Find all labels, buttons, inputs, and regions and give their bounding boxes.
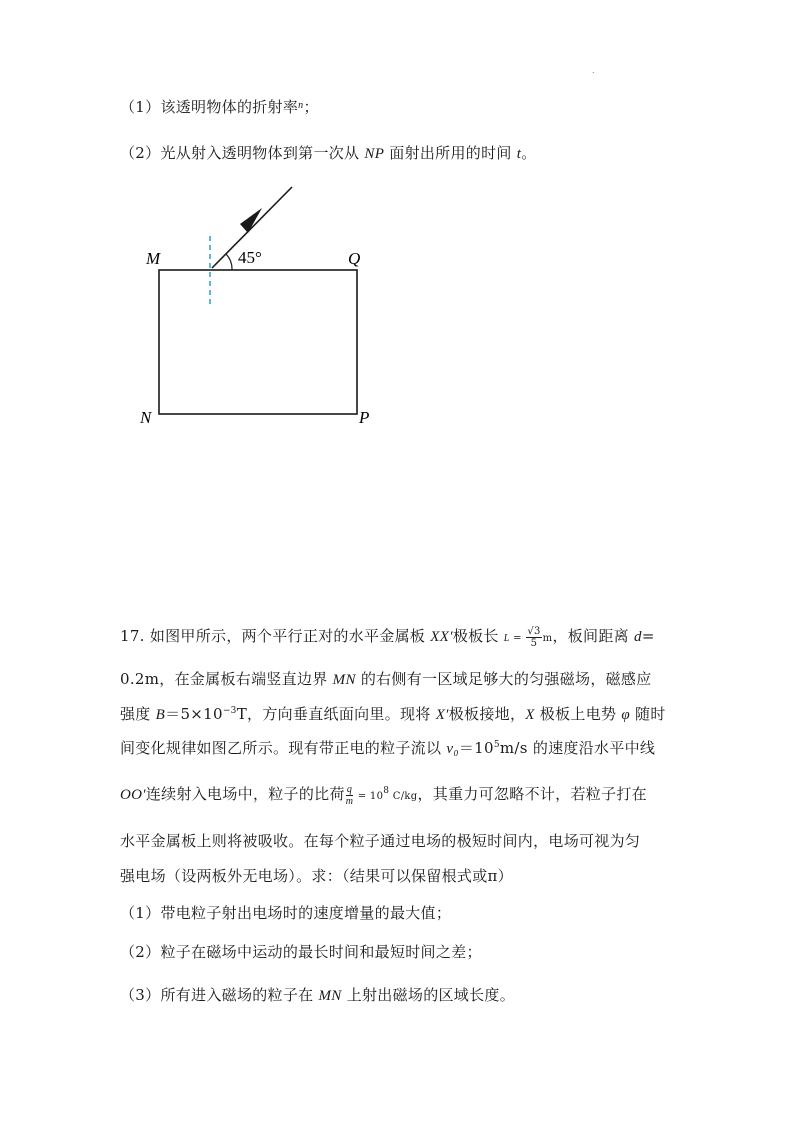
var-v0: v₀ [446, 741, 459, 757]
q17-sub2 [120, 941, 482, 962]
q17-line3 [120, 703, 666, 724]
q17-l3-d: 极板接地， [448, 705, 526, 723]
q17-intro: 17. 如图甲所示，两个平行正对的水平金属板 [120, 627, 431, 645]
var-d: d [634, 629, 642, 645]
q17-l4-a: 间变化规律如图乙所示。现有带正电的粒子流以 [120, 739, 447, 757]
eq-sign: = [509, 633, 526, 644]
q17-distance: ，板间距离 [552, 627, 635, 645]
q17-plate-length: 极板长 [452, 627, 499, 645]
var-mn: MN [332, 672, 356, 688]
angle-arc [226, 254, 232, 270]
var-oo: OO′ [120, 787, 146, 803]
q17-line5 [120, 783, 647, 807]
exp-5: 5 [493, 740, 500, 750]
exp-neg3: −3 [222, 706, 237, 716]
q16-sub2-end: 。 [521, 144, 537, 162]
length-fraction [526, 626, 541, 649]
var-n: n [298, 100, 304, 111]
q17-line2 [120, 668, 652, 689]
var-np: NP [364, 146, 385, 162]
q17-sub3-b: 上射出磁场的区域长度。 [341, 986, 515, 1004]
page-mark: . [592, 66, 595, 75]
q17-line7 [120, 865, 513, 886]
q17-l4-c: m/s 的速度沿水平中线 [499, 739, 656, 757]
q17-l7-text: 强电场（设两板外无电场）。求：（结果可以保留根式或π） [120, 867, 513, 885]
q17-l3-f: 随时 [629, 705, 666, 723]
var-q: q [346, 783, 353, 795]
q16-sub1-text: （1）该透明物体的折射率 [120, 98, 299, 116]
q17-l5-c: = 10 [354, 791, 384, 802]
corner-p-label: P [359, 408, 370, 427]
angle-label: 45° [238, 248, 262, 267]
var-l: L [503, 633, 510, 644]
q17-l3-c: T，方向垂直纸面向里。现将 [236, 705, 436, 723]
var-phi: φ [621, 707, 630, 723]
fraction-denominator: 5 [530, 637, 538, 649]
q17-sub1 [120, 902, 451, 923]
corner-m-label: M [146, 249, 161, 268]
q17-sub1-text: （1）带电粒子射出电场时的速度增量的最大值； [120, 904, 452, 922]
fraction-numerator: √3 [527, 625, 541, 637]
q17-l6-text: 水平金属板上则将被吸收。在每个粒子通过电场的极短时间内，电场可视为匀 [120, 832, 641, 850]
var-xx: XX′ [430, 629, 453, 645]
q17-sub3-a: （3）所有进入磁场的粒子在 [120, 986, 319, 1004]
q17-l3-a: 强度 [120, 705, 156, 723]
unit-ckg: C/kg [389, 791, 418, 802]
q16-sub1-end: ； [303, 98, 319, 116]
q16-sub2-text: （2）光从射入透明物体到第一次从 [120, 144, 365, 162]
q17-line6 [120, 830, 640, 851]
corner-n-label: N [140, 408, 152, 427]
corner-q-label: Q [348, 249, 361, 268]
var-mn-2: MN [318, 988, 342, 1004]
var-t: t [516, 146, 522, 162]
var-x-prime: X′ [435, 707, 449, 723]
q17-l3-e: 极板上电势 [534, 705, 622, 723]
q17-sub3 [120, 984, 515, 1005]
transparent-block [159, 270, 357, 414]
q17-l4-b: ＝10 [458, 739, 494, 757]
q17-l2-rest: 的右侧有一区域足够大的匀强磁场，磁感应 [355, 670, 652, 688]
q17-l5-e: ，其重力可忽略不计，若粒子打在 [417, 785, 647, 803]
charge-mass-fraction [346, 784, 354, 807]
q17-l2-text: 0.2m，在金属板右端竖直边界 [120, 670, 333, 688]
var-x: X [525, 707, 535, 723]
q16-sub2-mid: 面射出所用的时间 [384, 144, 517, 162]
q17-line1 [120, 625, 655, 649]
exp-8: 8 [383, 786, 390, 796]
var-b: B [155, 707, 166, 723]
var-m: m [345, 795, 354, 807]
eq-sign-d: = [641, 627, 655, 645]
q17-line4 [120, 737, 655, 758]
q17-l3-b: ＝5×10 [165, 705, 223, 723]
q17-sub2-text: （2）粒子在磁场中运动的最长时间和最短时间之差； [120, 943, 482, 961]
optics-figure [0, 0, 800, 460]
unit-m: m [542, 633, 553, 644]
q17-l5-b: 连续射入电场中，粒子的比荷 [145, 785, 345, 803]
